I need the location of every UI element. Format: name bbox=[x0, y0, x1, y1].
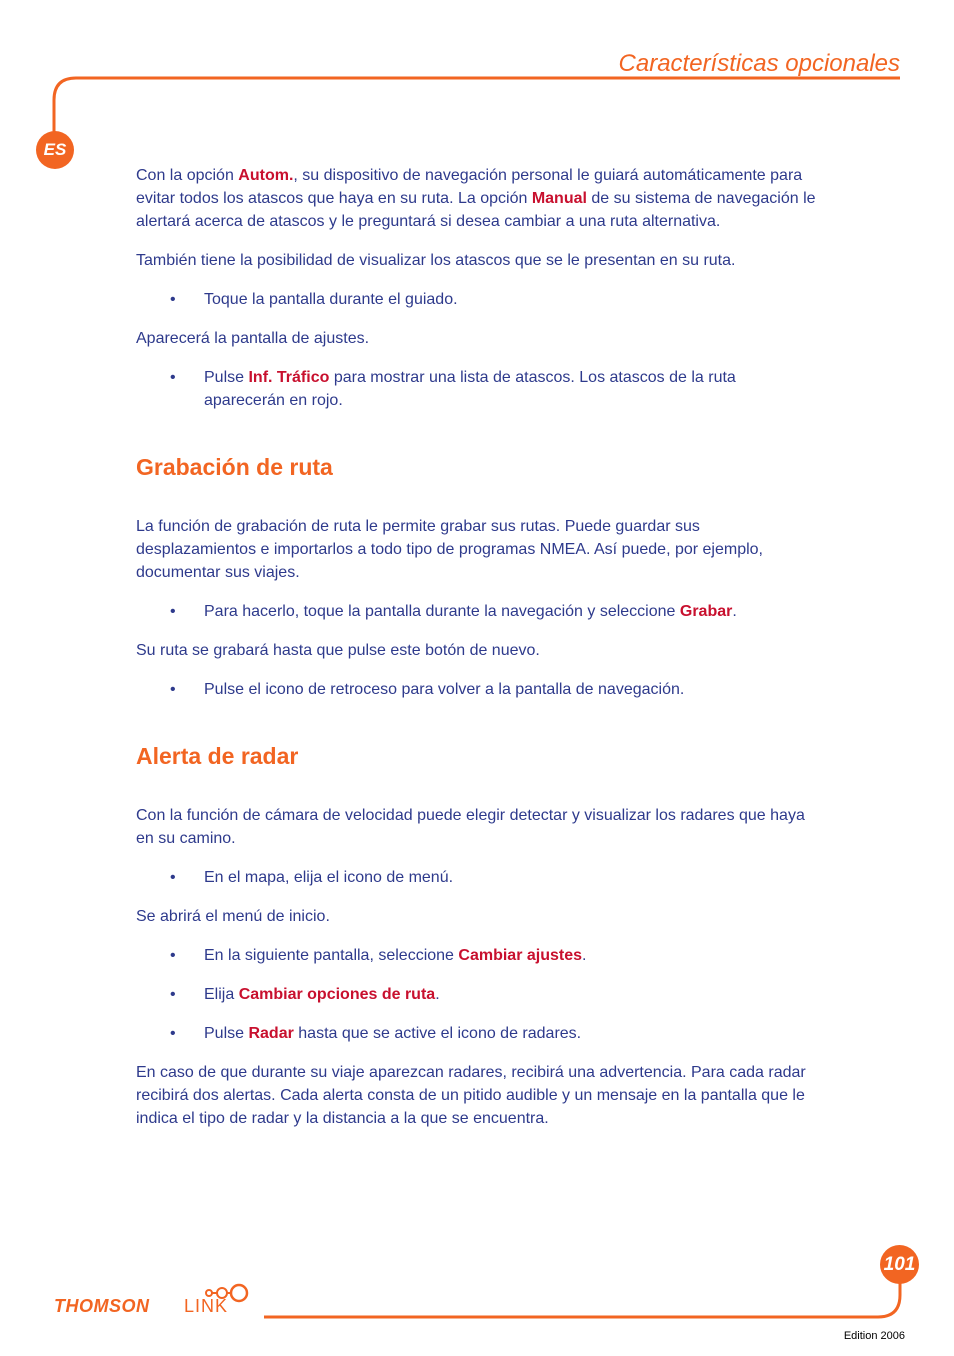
term-manual: Manual bbox=[531, 190, 587, 207]
radar-paragraph-2: Se abrirá el menú de inicio. bbox=[136, 908, 330, 925]
page-number-badge: 101 bbox=[880, 1245, 919, 1284]
edition-label: Edition 2006 bbox=[843, 1330, 905, 1342]
bullet-icon: • bbox=[170, 869, 176, 886]
logo-wordmark: THOMSON bbox=[54, 1296, 150, 1316]
list-item: • En el mapa, elija el icono de menú. bbox=[136, 866, 816, 889]
logo-sub: LINK bbox=[184, 1296, 229, 1316]
logo-circles-icon bbox=[204, 1283, 266, 1303]
bullet-icon: • bbox=[170, 1025, 176, 1042]
term-grabar: Grabar bbox=[679, 603, 733, 620]
term-radar: Radar bbox=[248, 1025, 294, 1042]
heading-grabacion: Grabación de ruta bbox=[136, 454, 333, 480]
list-item: • En la siguiente pantalla, seleccione Cambiar ajustes. bbox=[136, 944, 816, 967]
bullet-icon: • bbox=[170, 603, 176, 620]
thomson-link-logo bbox=[54, 1283, 269, 1319]
section-title: Características opcionales bbox=[618, 50, 900, 77]
language-badge: ES bbox=[36, 131, 74, 169]
list-item: • Pulse Inf. Tráfico para mostrar una lista de atascos. Los atascos de la ruta aparecerán en rojo. bbox=[136, 366, 816, 412]
main-content bbox=[136, 164, 816, 1146]
list-item: • Pulse el icono de retroceso para volver a la pantalla de navegación. bbox=[136, 678, 816, 701]
bullet-icon: • bbox=[170, 986, 176, 1003]
bullet-icon: • bbox=[170, 681, 176, 698]
term-autom: Autom. bbox=[238, 167, 294, 184]
bullet-icon: • bbox=[170, 369, 176, 386]
list-item: • Elija Cambiar opciones de ruta. bbox=[136, 983, 816, 1006]
radar-paragraph-3: En caso de que durante su viaje aparezcan radares, recibirá una advertencia. Para cada radar recibirá dos alertas. Cada alerta consta de un pitido audible y un mensaje en la pantalla que le indica el tipo de radar y la distancia a la que se encuentra. bbox=[136, 1064, 806, 1127]
intro-paragraph-2: También tiene la posibilidad de visualizar los atascos que se le presentan en su ruta. bbox=[136, 252, 736, 269]
bullet-icon: • bbox=[170, 947, 176, 964]
intro-paragraph-1: Con la opción Autom., su dispositivo de navegación personal le guiará automáticamente para evitar todos los atascos que haya en su ruta. La opción Manual de su sistema de navegación le alertará acerca de atascos y le preguntará si desea cambiar a una ruta alternativa. bbox=[136, 167, 816, 230]
grabacion-paragraph-2: Su ruta se grabará hasta que pulse este botón de nuevo. bbox=[136, 642, 540, 659]
list-item: • Toque la pantalla durante el guiado. bbox=[136, 288, 816, 311]
heading-radar: Alerta de radar bbox=[136, 743, 299, 769]
term-cambiar-ajustes: Cambiar ajustes bbox=[458, 947, 582, 964]
list-item: • Para hacerlo, toque la pantalla durante la navegación y seleccione Grabar. bbox=[136, 600, 816, 623]
grabacion-paragraph-1: La función de grabación de ruta le permite grabar sus rutas. Puede guardar sus desplazamientos e importarlos a todo tipo de programas NMEA. Así puede, por ejemplo, documentar sus viajes. bbox=[136, 518, 763, 581]
bullet-icon: • bbox=[170, 291, 176, 308]
term-inf-trafico: Inf. Tráfico bbox=[248, 369, 330, 386]
list-item: • Pulse Radar hasta que se active el icono de radares. bbox=[136, 1022, 816, 1045]
radar-paragraph-1: Con la función de cámara de velocidad puede elegir detectar y visualizar los radares que haya en su camino. bbox=[136, 807, 805, 847]
intro-paragraph-3: Aparecerá la pantalla de ajustes. bbox=[136, 330, 370, 347]
term-cambiar-opciones: Cambiar opciones de ruta bbox=[238, 986, 436, 1003]
